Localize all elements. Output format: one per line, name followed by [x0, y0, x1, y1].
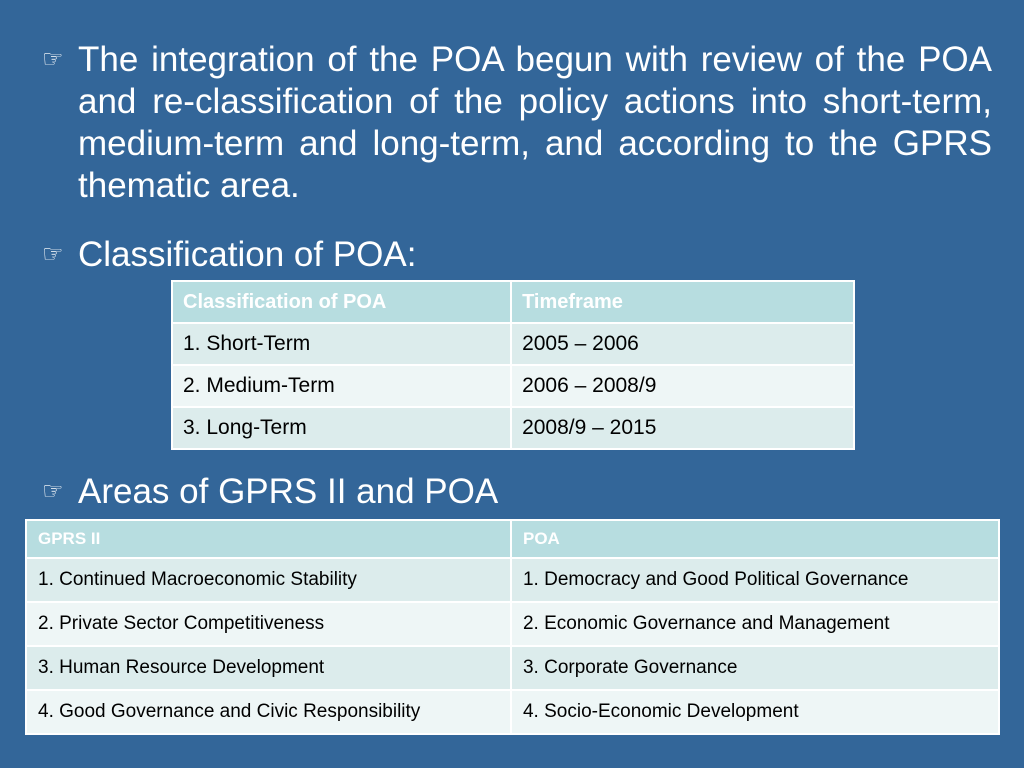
bullet-text: Classification of POA:	[78, 235, 417, 274]
classification-timeframe-table	[171, 280, 855, 450]
bullet-classification	[42, 234, 416, 276]
table-cell: 2. Private Sector Competitiveness	[26, 602, 511, 646]
table-cell: 4. Good Governance and Civic Responsibility	[26, 690, 511, 734]
table-cell: 2. Economic Governance and Management	[511, 602, 999, 646]
table-cell: 2005 – 2006	[511, 323, 854, 365]
table-cell: 1. Short-Term	[172, 323, 511, 365]
table-row	[26, 602, 999, 646]
table-row	[26, 558, 999, 602]
pointing-hand-icon: ☞	[42, 240, 64, 268]
bullet-text: Areas of GPRS II and POA	[78, 472, 499, 511]
table-cell: 3. Corporate Governance	[511, 646, 999, 690]
table-cell: 2. Medium-Term	[172, 365, 511, 407]
table-header-row	[172, 281, 854, 323]
table-row	[172, 323, 854, 365]
table-cell: 3. Long-Term	[172, 407, 511, 449]
gprs-poa-areas-table	[25, 519, 1000, 735]
table-cell: 1. Democracy and Good Political Governance	[511, 558, 999, 602]
table-cell: 2006 – 2008/9	[511, 365, 854, 407]
table-row	[172, 365, 854, 407]
pointing-hand-icon: ☞	[42, 477, 64, 505]
table-row	[26, 646, 999, 690]
column-header: Timeframe	[511, 281, 854, 323]
table-cell: 4. Socio-Economic Development	[511, 690, 999, 734]
column-header: POA	[511, 520, 999, 558]
table-cell: 3. Human Resource Development	[26, 646, 511, 690]
table-cell: 2008/9 – 2015	[511, 407, 854, 449]
pointing-hand-icon: ☞	[42, 45, 64, 73]
column-header: Classification of POA	[172, 281, 511, 323]
column-header: GPRS II	[26, 520, 511, 558]
table-header-row	[26, 520, 999, 558]
bullet-text: The integration of the POA begun with review of the POA and re-classification of the policy actions into short-term, medium-term and long-term, and according to the GPRS thematic area.	[78, 40, 992, 205]
table-row	[26, 690, 999, 734]
bullet-areas	[42, 471, 498, 513]
table-row	[172, 407, 854, 449]
bullet-integration	[42, 39, 992, 207]
table-cell: 1. Continued Macroeconomic Stability	[26, 558, 511, 602]
